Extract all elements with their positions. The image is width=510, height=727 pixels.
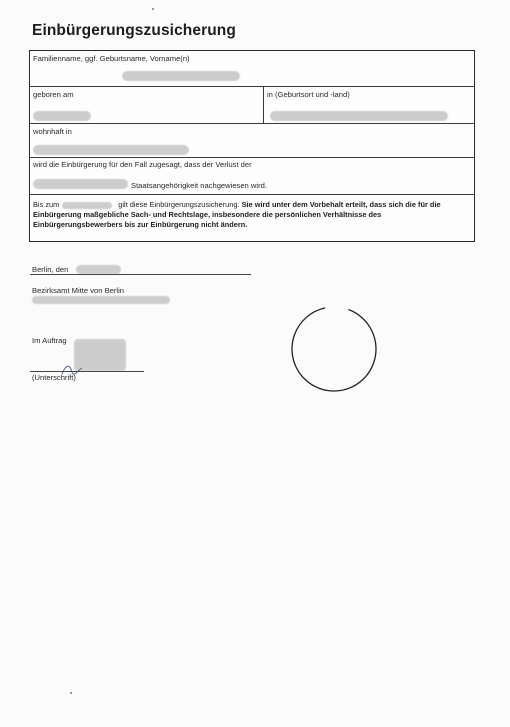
residence-label: wohnhaft in (33, 127, 72, 136)
form-row-residence (30, 124, 474, 158)
authority-redaction (32, 296, 170, 304)
birth-place-redaction (270, 111, 448, 121)
validity-notice (33, 200, 471, 231)
form-row-notice (30, 195, 474, 241)
form-box (29, 50, 475, 242)
form-row-citizenship (30, 158, 474, 195)
validity-date-redaction (62, 202, 112, 209)
signature-caption: (Unterschrift) (32, 373, 76, 382)
notice-middle: gilt diese Einbürgerungszusicherung. (118, 200, 240, 209)
signature-line (30, 371, 144, 372)
citizenship-redaction (33, 179, 128, 189)
document-title: Einbürgerungszusicherung (32, 22, 236, 39)
name-label: Familienname, ggf. Geburtsname, Vorname(n) (33, 54, 190, 63)
birth-date-label: geboren am (33, 90, 74, 99)
place-date-label: Berlin, den (32, 265, 69, 274)
authority-name: Bezirksamt Mitte von Berlin (32, 286, 124, 295)
citizenship-suffix: Staatsangehörigkeit nachgewiesen wird. (131, 181, 267, 190)
place-date-line (30, 274, 251, 275)
birth-place-label: in (Geburtsort und -land) (267, 90, 350, 99)
form-row-birth (30, 87, 474, 124)
name-redaction (122, 71, 240, 81)
form-row-name (30, 51, 474, 87)
notice-prefix: Bis zum (33, 200, 60, 209)
scan-speck (152, 8, 154, 10)
date-redaction (76, 265, 121, 274)
birth-row-divider (263, 87, 264, 123)
scan-speck (70, 692, 72, 694)
notice-condition: Sie wird unter dem Vorbehalt erteilt, dass sich die für die Einbürgerung maßgebliche Sach- und Rechtslage, insbesondere die persönlichen Verhältnisse des Einbürgerungsbewerbers bis zur Einbürgerung nicht ändern. (33, 200, 441, 230)
birth-date-redaction (33, 111, 91, 121)
on-behalf-label: Im Auftrag (32, 336, 67, 345)
citizenship-clause-label: wird die Einbürgerung für den Fall zugesagt, dass der Verlust der (33, 160, 252, 169)
residence-redaction (33, 145, 189, 155)
seal-circle (290, 305, 378, 393)
